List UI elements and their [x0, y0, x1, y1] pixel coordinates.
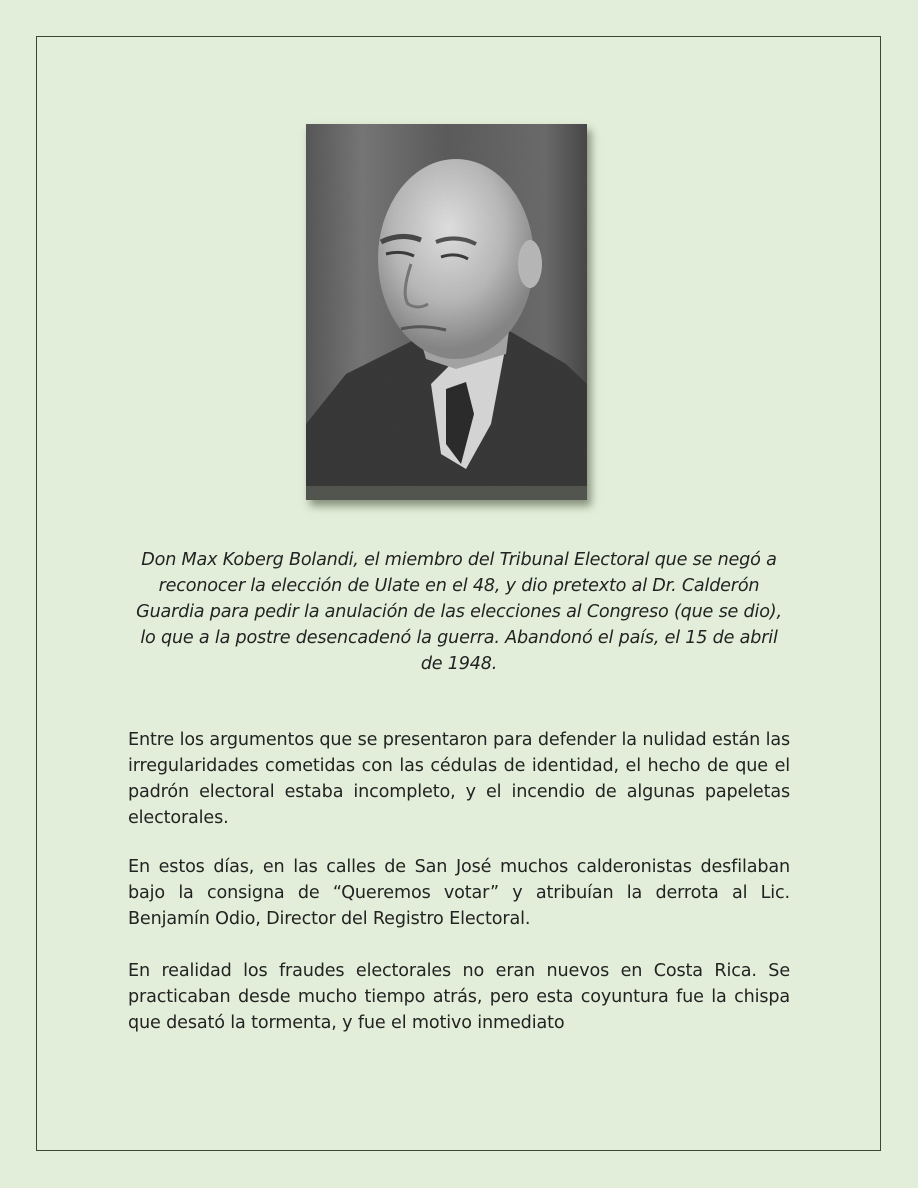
- paragraph-nullity-arguments: Entre los argumentos que se presentaron para defender la nulidad están las irregularidades cometidas con las cédulas de identidad, el hecho de que el padrón electoral estaba incompleto, y el incendio de algunas papeletas electorales.: [128, 730, 790, 828]
- photo-caption: Don Max Koberg Bolandi, el miembro del Tribunal Electoral que se negó a reconocer la elección de Ulate en el 48, y dio pretexto al Dr. Calderón Guardia para pedir la anulación de las elecciones al Congreso (que se dio), lo que a la postre desencadenó la guerra. Abandonó el país, el 15 de abril de 1948.: [136, 550, 782, 674]
- paragraph-calderonistas-protest: En estos días, en las calles de San José muchos calderonistas desfilaban bajo la consigna de “Queremos votar” y atribuían la derrota al Lic. Benjamín Odio, Director del Registro Electoral.: [128, 857, 790, 929]
- portrait-illustration: [306, 124, 587, 500]
- portrait-photo: [306, 124, 587, 500]
- paragraph-electoral-fraud: En realidad los fraudes electorales no eran nuevos en Costa Rica. Se practicaban desde mucho tiempo atrás, pero esta coyuntura fue la chispa que desató la tormenta, y fue el motivo inmediato: [128, 961, 790, 1033]
